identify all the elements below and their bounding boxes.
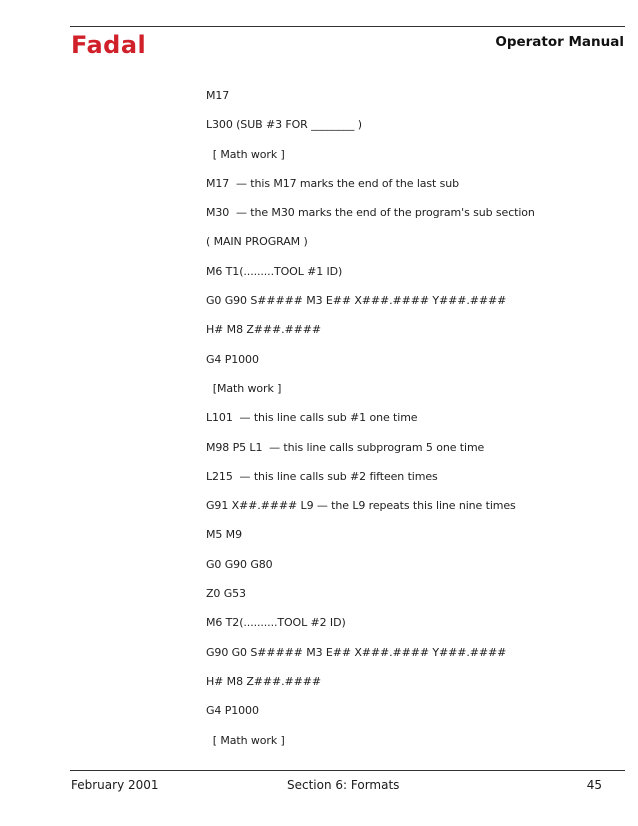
code-line: H# M8 Z###.#### xyxy=(206,674,322,688)
code-line: M17 xyxy=(206,89,230,102)
footer-date: February 2001 xyxy=(71,778,159,792)
code-line: L215 — this line calls sub #2 fifteen times xyxy=(206,469,438,483)
code-line: M5 M9 xyxy=(206,528,242,542)
footer-rule xyxy=(70,770,625,771)
header-rule xyxy=(70,26,625,27)
code-line: Z0 G53 xyxy=(206,587,246,601)
code-line: G0 G90 S##### M3 E## X###.#### Y###.#### xyxy=(206,294,507,308)
code-line: [ Math work ] xyxy=(206,147,285,161)
code-line: M98 P5 L1 — this line calls subprogram 5 one time xyxy=(206,440,485,454)
code-line: [Math work ] xyxy=(206,381,282,395)
code-line: G4 P1000 xyxy=(206,352,259,366)
code-line: L101 — this line calls sub #1 one time xyxy=(206,411,418,425)
code-line: M17 — this M17 marks the end of the last sub xyxy=(206,176,460,190)
manual-title: Operator Manual xyxy=(495,34,624,50)
brand-logo: Fadal xyxy=(71,31,147,59)
page-number: 45 xyxy=(586,778,602,792)
code-line: M6 T1(.........TOOL #1 ID) xyxy=(206,264,343,278)
code-line: [ Math work ] xyxy=(206,733,285,747)
code-line: H# M8 Z###.#### xyxy=(206,323,322,337)
code-line: M6 T2(..........TOOL #2 ID) xyxy=(206,616,346,630)
code-line: G4 P1000 xyxy=(206,704,259,718)
code-line: M30 — the M30 marks the end of the program's sub section xyxy=(206,206,535,220)
code-line: G0 G90 G80 xyxy=(206,557,273,571)
code-line: G90 G0 S##### M3 E## X###.#### Y###.#### xyxy=(206,645,507,659)
code-line: ( MAIN PROGRAM ) xyxy=(206,235,308,249)
code-listing xyxy=(206,89,535,763)
code-line: G91 X##.#### L9 — the L9 repeats this line nine times xyxy=(206,499,516,513)
footer-section: Section 6: Formats xyxy=(287,778,400,792)
code-line: L300 (SUB #3 FOR ________ ) xyxy=(206,118,362,132)
